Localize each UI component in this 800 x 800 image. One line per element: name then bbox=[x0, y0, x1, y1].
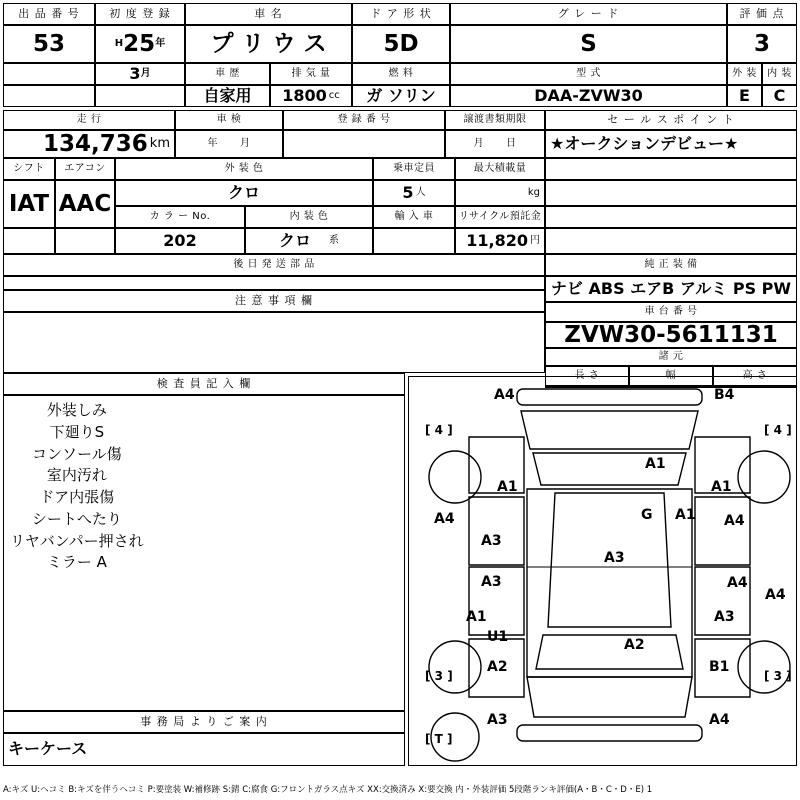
fuel-value: ガ ソリン bbox=[352, 85, 450, 107]
first-registration-year: 25 bbox=[123, 30, 156, 57]
dimension-height: 高 さ bbox=[713, 366, 797, 386]
exterior-grade-value: E bbox=[727, 85, 762, 107]
max-load-unit: kg bbox=[527, 186, 540, 198]
lot-number-label: 出 品 番 号 bbox=[3, 3, 95, 25]
interior-grade-value: C bbox=[762, 85, 797, 107]
damage-code: G bbox=[641, 507, 653, 523]
damage-code: A1 bbox=[497, 479, 518, 495]
max-load-label: 最大積載量 bbox=[455, 158, 545, 180]
inspector-line: 下廻りS bbox=[49, 422, 105, 441]
sales-point-extra4 bbox=[545, 228, 797, 254]
first-registration-month bbox=[95, 63, 185, 85]
damage-code: A3 bbox=[487, 712, 508, 728]
inspector-line: 室内汚れ bbox=[46, 466, 107, 485]
damage-code: A4 bbox=[727, 575, 748, 591]
import-car-value bbox=[373, 228, 455, 254]
sales-point-extra3 bbox=[545, 206, 797, 228]
grade-value: S bbox=[450, 25, 727, 63]
recycle-unit: 円 bbox=[530, 234, 540, 246]
inspector-lines bbox=[4, 396, 144, 574]
later-parts-value bbox=[3, 276, 545, 290]
sales-point-extra2 bbox=[545, 180, 797, 206]
first-registration-value bbox=[95, 25, 185, 63]
sales-point-value: ★オークションデビュー★ bbox=[545, 130, 797, 158]
later-parts-label: 後 日 発 送 部 品 bbox=[3, 254, 545, 276]
shaken-value bbox=[175, 130, 283, 158]
mileage-unit: km bbox=[149, 136, 170, 152]
damage-code: A4 bbox=[724, 513, 745, 529]
shaken-label: 車 検 bbox=[175, 110, 283, 130]
shaken-year-unit: 年 bbox=[207, 137, 218, 149]
damage-code: A3 bbox=[604, 550, 625, 566]
exterior-color-label: 外 装 色 bbox=[115, 158, 373, 180]
transfer-month-unit: 月 bbox=[473, 137, 484, 149]
inspector-label: 検 査 員 記 入 欄 bbox=[3, 373, 405, 395]
damage-code: B1 bbox=[709, 659, 730, 675]
aircon-spare bbox=[55, 228, 115, 254]
office-notice-label: 事 務 局 よ り ご 案 内 bbox=[3, 711, 405, 733]
max-load-value bbox=[455, 180, 545, 206]
inspector-line: リヤバンパー押され bbox=[10, 531, 144, 550]
era-label: H bbox=[114, 37, 124, 49]
inspector-line: ドア内張傷 bbox=[39, 488, 115, 506]
registration-label: 登 録 番 号 bbox=[283, 110, 445, 130]
mileage-label: 走 行 bbox=[3, 110, 175, 130]
recycle-number: 11,820 bbox=[466, 230, 528, 250]
model-label: 型 式 bbox=[450, 63, 727, 85]
notes-value bbox=[3, 312, 545, 373]
exterior-grade-label: 外 装 bbox=[727, 63, 762, 85]
damage-code: A4 bbox=[494, 387, 515, 403]
color-no-value: 202 bbox=[115, 228, 245, 254]
lot-number-value: 53 bbox=[3, 25, 95, 63]
score-label: 評 価 点 bbox=[727, 3, 797, 25]
exterior-color-value: クロ bbox=[115, 180, 373, 206]
damage-code: B4 bbox=[714, 387, 735, 403]
car-name-label: 車 名 bbox=[185, 3, 352, 25]
month-unit: 月 bbox=[140, 67, 151, 79]
recycle-value bbox=[455, 228, 545, 254]
grade-label: グ レ ー ド bbox=[450, 3, 727, 25]
seats-value bbox=[373, 180, 455, 206]
dimension-length: 長 さ bbox=[545, 366, 629, 386]
interior-color-suffix: 系 bbox=[329, 234, 339, 246]
door-shape-value: 5D bbox=[352, 25, 450, 63]
color-no-label: カ ラ ー No. bbox=[115, 206, 245, 228]
aircon-value: AAC bbox=[55, 180, 115, 228]
transfer-doc-label: 譲渡書類期限 bbox=[445, 110, 545, 130]
interior-color-text: クロ bbox=[278, 230, 311, 250]
year-unit: 年 bbox=[155, 37, 166, 49]
lot-number-spare bbox=[3, 63, 95, 85]
damage-code: A1 bbox=[711, 479, 732, 495]
first-registration-label: 初 度 登 録 bbox=[95, 3, 185, 25]
damage-code: A4 bbox=[709, 712, 730, 728]
damage-code: A3 bbox=[481, 574, 502, 590]
seats-label: 乗車定員 bbox=[373, 158, 455, 180]
damage-code: [ T ] bbox=[425, 732, 453, 746]
displacement-number: 1800 bbox=[282, 85, 327, 105]
inspector-line: シートへたり bbox=[31, 509, 122, 528]
damage-code: A3 bbox=[481, 533, 502, 549]
dimensions-label: 諸 元 bbox=[545, 348, 797, 366]
score-value: 3 bbox=[727, 25, 797, 63]
displacement-value bbox=[270, 85, 352, 107]
dimension-width: 幅 bbox=[629, 366, 713, 386]
chassis-label: 車 台 番 号 bbox=[545, 302, 797, 322]
mileage-number: 134,736 bbox=[43, 130, 148, 157]
damage-code: A4 bbox=[765, 587, 786, 603]
damage-code: A1 bbox=[645, 456, 666, 472]
damage-code: A3 bbox=[714, 609, 735, 625]
shaken-month-unit: 月 bbox=[240, 137, 251, 149]
door-shape-label: ド ア 形 状 bbox=[352, 3, 450, 25]
interior-color-value bbox=[245, 228, 373, 254]
damage-code: A1 bbox=[466, 609, 487, 625]
first-registration-spare bbox=[95, 85, 185, 107]
interior-color-label: 内 装 色 bbox=[245, 206, 373, 228]
damage-code: [ 4 ] bbox=[764, 423, 792, 437]
damage-code: [ 3 ] bbox=[764, 669, 792, 683]
model-value: DAA-ZVW30 bbox=[450, 85, 727, 107]
office-notice-value: キーケース bbox=[3, 733, 405, 766]
inspector-line: コンソール傷 bbox=[31, 444, 122, 463]
row4-blank-left bbox=[3, 85, 95, 107]
damage-code: A4 bbox=[434, 511, 455, 527]
factory-equipment-label: 純 正 装 備 bbox=[545, 254, 797, 276]
aircon-label: エアコン bbox=[55, 158, 115, 180]
car-damage-diagram bbox=[408, 376, 797, 766]
chassis-value: ZVW30-5611131 bbox=[545, 322, 797, 348]
shift-label: シフト bbox=[3, 158, 55, 180]
import-car-label: 輸 入 車 bbox=[373, 206, 455, 228]
displacement-unit: cc bbox=[328, 89, 340, 101]
inspector-line: ミラー A bbox=[46, 553, 107, 572]
damage-code: [ 4 ] bbox=[425, 423, 453, 437]
first-registration-month-value: 3 bbox=[129, 63, 141, 83]
factory-equipment-value: ナビ ABS エアB アルミ PS PW bbox=[545, 276, 797, 302]
recycle-label: リサイクル預託金 bbox=[455, 206, 545, 228]
inspector-value bbox=[3, 395, 405, 711]
history-value: 自家用 bbox=[185, 85, 270, 107]
damage-code: A2 bbox=[624, 637, 645, 653]
history-label: 車 歴 bbox=[185, 63, 270, 85]
sales-point-extra bbox=[545, 158, 797, 180]
seats-unit: 人 bbox=[415, 186, 426, 198]
displacement-label: 排 気 量 bbox=[270, 63, 352, 85]
mileage-value bbox=[3, 130, 175, 158]
shift-spare bbox=[3, 228, 55, 254]
notes-label: 注 意 事 項 欄 bbox=[3, 290, 545, 312]
transfer-day-unit: 日 bbox=[506, 137, 517, 149]
damage-code: A1 bbox=[675, 507, 696, 523]
car-name-value: プ リ ウ ス bbox=[185, 25, 352, 63]
fuel-label: 燃 料 bbox=[352, 63, 450, 85]
damage-code: A2 bbox=[487, 659, 508, 675]
interior-grade-label: 内 装 bbox=[762, 63, 797, 85]
transfer-doc-value bbox=[445, 130, 545, 158]
registration-value bbox=[283, 130, 445, 158]
seats-number: 5 bbox=[402, 182, 414, 202]
damage-code: [ 3 ] bbox=[425, 669, 453, 683]
inspector-line: 外装しみ bbox=[46, 401, 107, 419]
footer-legend: A:キズ U:ヘコミ B:キズを伴うヘコミ P:要塗装 W:補修跡 S:錆 C:腐食 G:フロントガラス点キズ XX:交換済み X:要交換 内・外装評価 5段階ランキ評価(A・B・C・D・E) 1 bbox=[3, 785, 653, 795]
sales-point-label: セ ー ル ス ポ イ ン ト bbox=[545, 110, 797, 130]
shift-value: IAT bbox=[3, 180, 55, 228]
damage-code: U1 bbox=[487, 629, 509, 645]
